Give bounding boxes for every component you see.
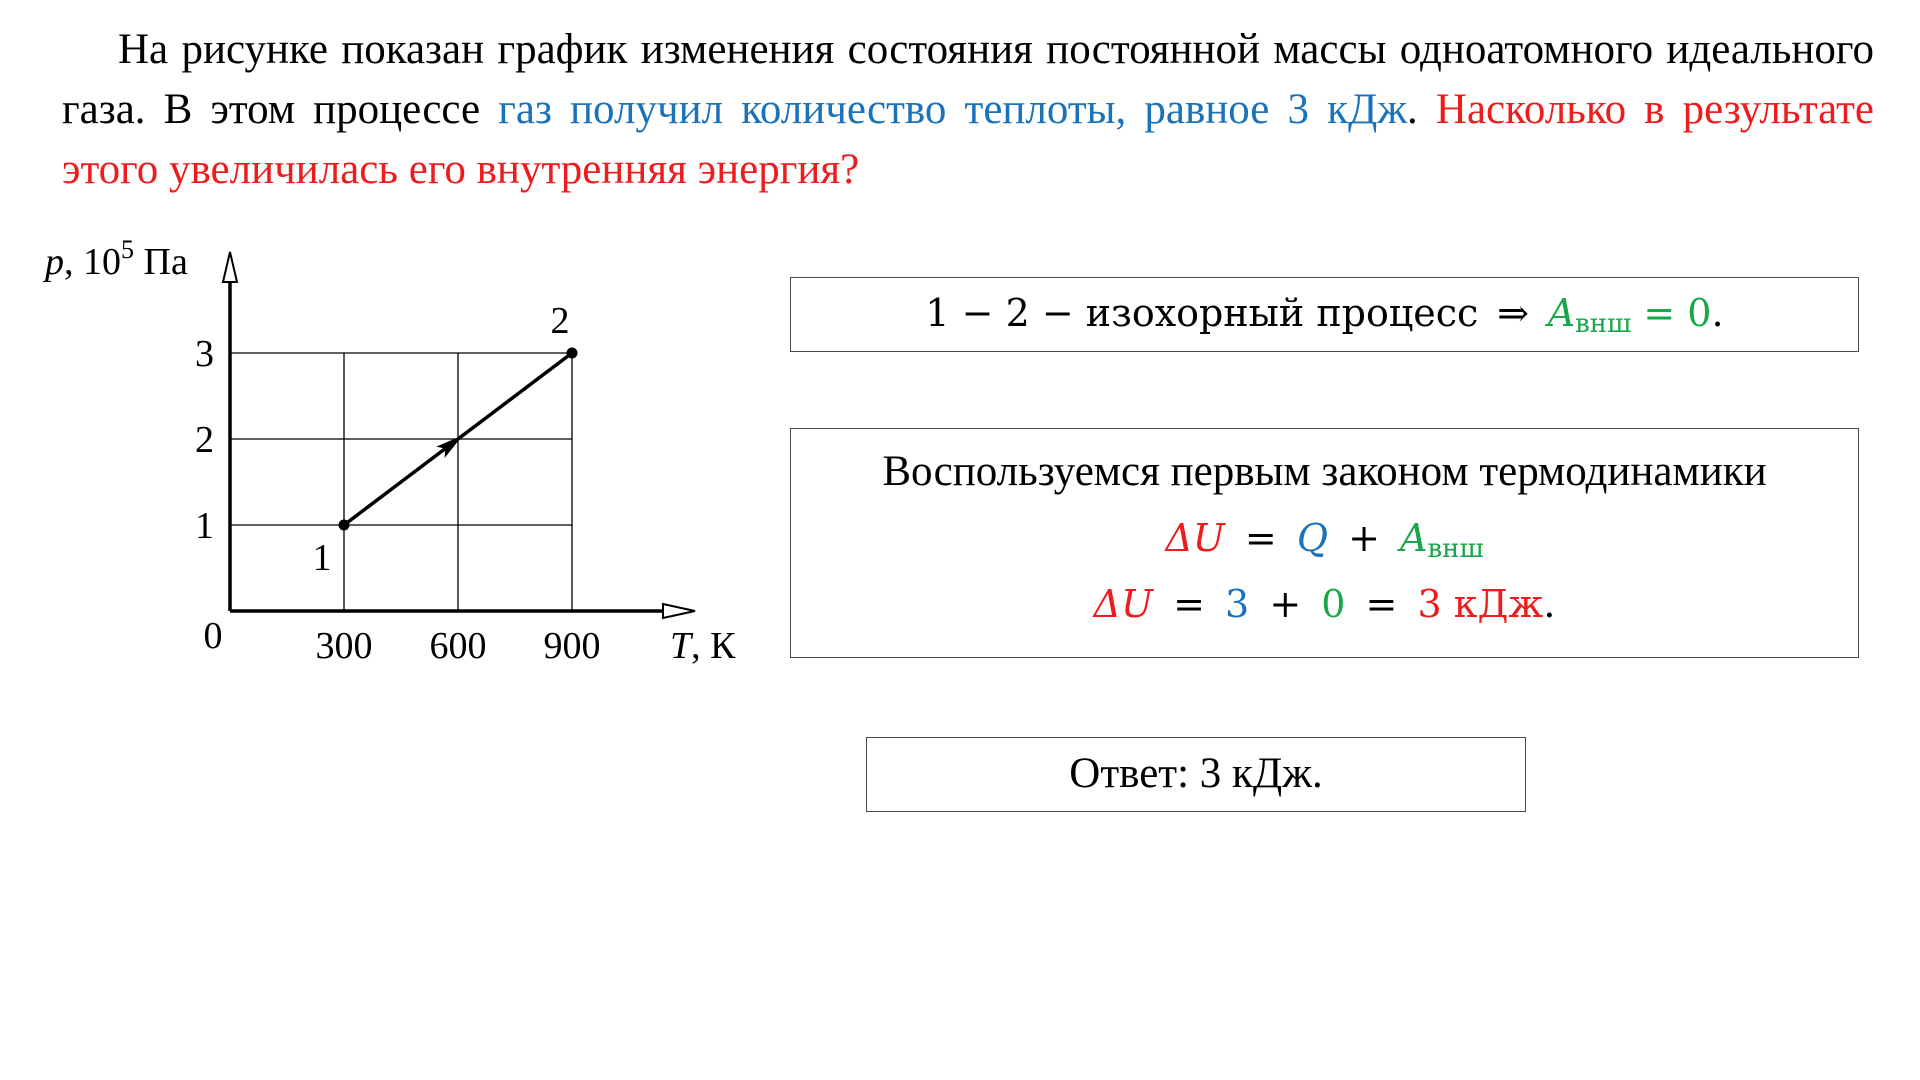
x-tick-label: 900 [543,625,601,667]
state-label-2: 2 [550,300,570,342]
delta-u-symbol: ΔU [1093,582,1154,626]
answer-box [866,737,1526,812]
first-law-heading: Воспользуемся первым законом термодинамики [882,448,1767,495]
plus-sign: + [1348,516,1380,560]
delta-u-symbol: ΔU [1165,516,1225,560]
box2-period: . [1543,582,1556,626]
work-value: 0 [1321,582,1346,626]
isochoric-note-box [790,277,1859,352]
y-tick-label: 3 [195,333,214,375]
state-point-1 [339,520,350,531]
first-law-box [790,428,1859,658]
x-axis-title: T, К [670,625,736,667]
equals-sign: = [1365,582,1398,626]
y-tick-label: 2 [195,419,214,461]
equals-sign: = [1244,516,1277,560]
plus-sign: + [1269,582,1302,626]
equals-sign: = [1173,582,1205,626]
problem-given-highlight: газ получил количество теплоты, равное 3 кДж [498,86,1408,133]
problem-text-period: . [1407,86,1418,133]
origin-label: 0 [203,615,223,657]
work-subscript: внш [1427,534,1484,564]
work-term [1400,516,1484,564]
pt-graph [30,230,790,690]
state-point-2 [567,348,578,359]
problem-question: Насколько в результате этого увеличилась его внутренняя энергия? [62,86,1874,193]
work-equals-zero: = 0 [1631,291,1712,335]
y-tick-label: 1 [195,505,214,547]
first-law-substitution [791,571,1858,637]
result-value: 3 кДж [1417,582,1544,626]
heat-symbol: Q [1296,516,1329,560]
problem-text-intro: На рисунке показан график изменения состояния постоянной массы одноатомного идеального газа. В этом процессе [62,26,1874,133]
problem-statement [62,20,1874,200]
x-tick-label: 300 [315,625,373,667]
box1-period: . [1711,291,1724,335]
work-subscript: внш [1575,309,1632,339]
y-axis-arrow [223,252,237,282]
heat-value: 3 [1225,582,1250,626]
implies-symbol: ⇒ [1497,291,1529,335]
y-axis-title: p, $10^5$ Па [45,235,188,283]
process-label: 1 − 2 − изохорный процесс [925,291,1479,335]
work-symbol: A [1400,516,1428,560]
x-axis-arrow [663,604,695,618]
x-tick-label: 600 [429,625,487,667]
work-symbol: A [1547,291,1576,335]
first-law-formula [791,505,1858,571]
state-label-1: 1 [312,537,332,579]
answer-text: Ответ: 3 кДж. [1069,750,1323,797]
work-expression [1547,291,1712,339]
